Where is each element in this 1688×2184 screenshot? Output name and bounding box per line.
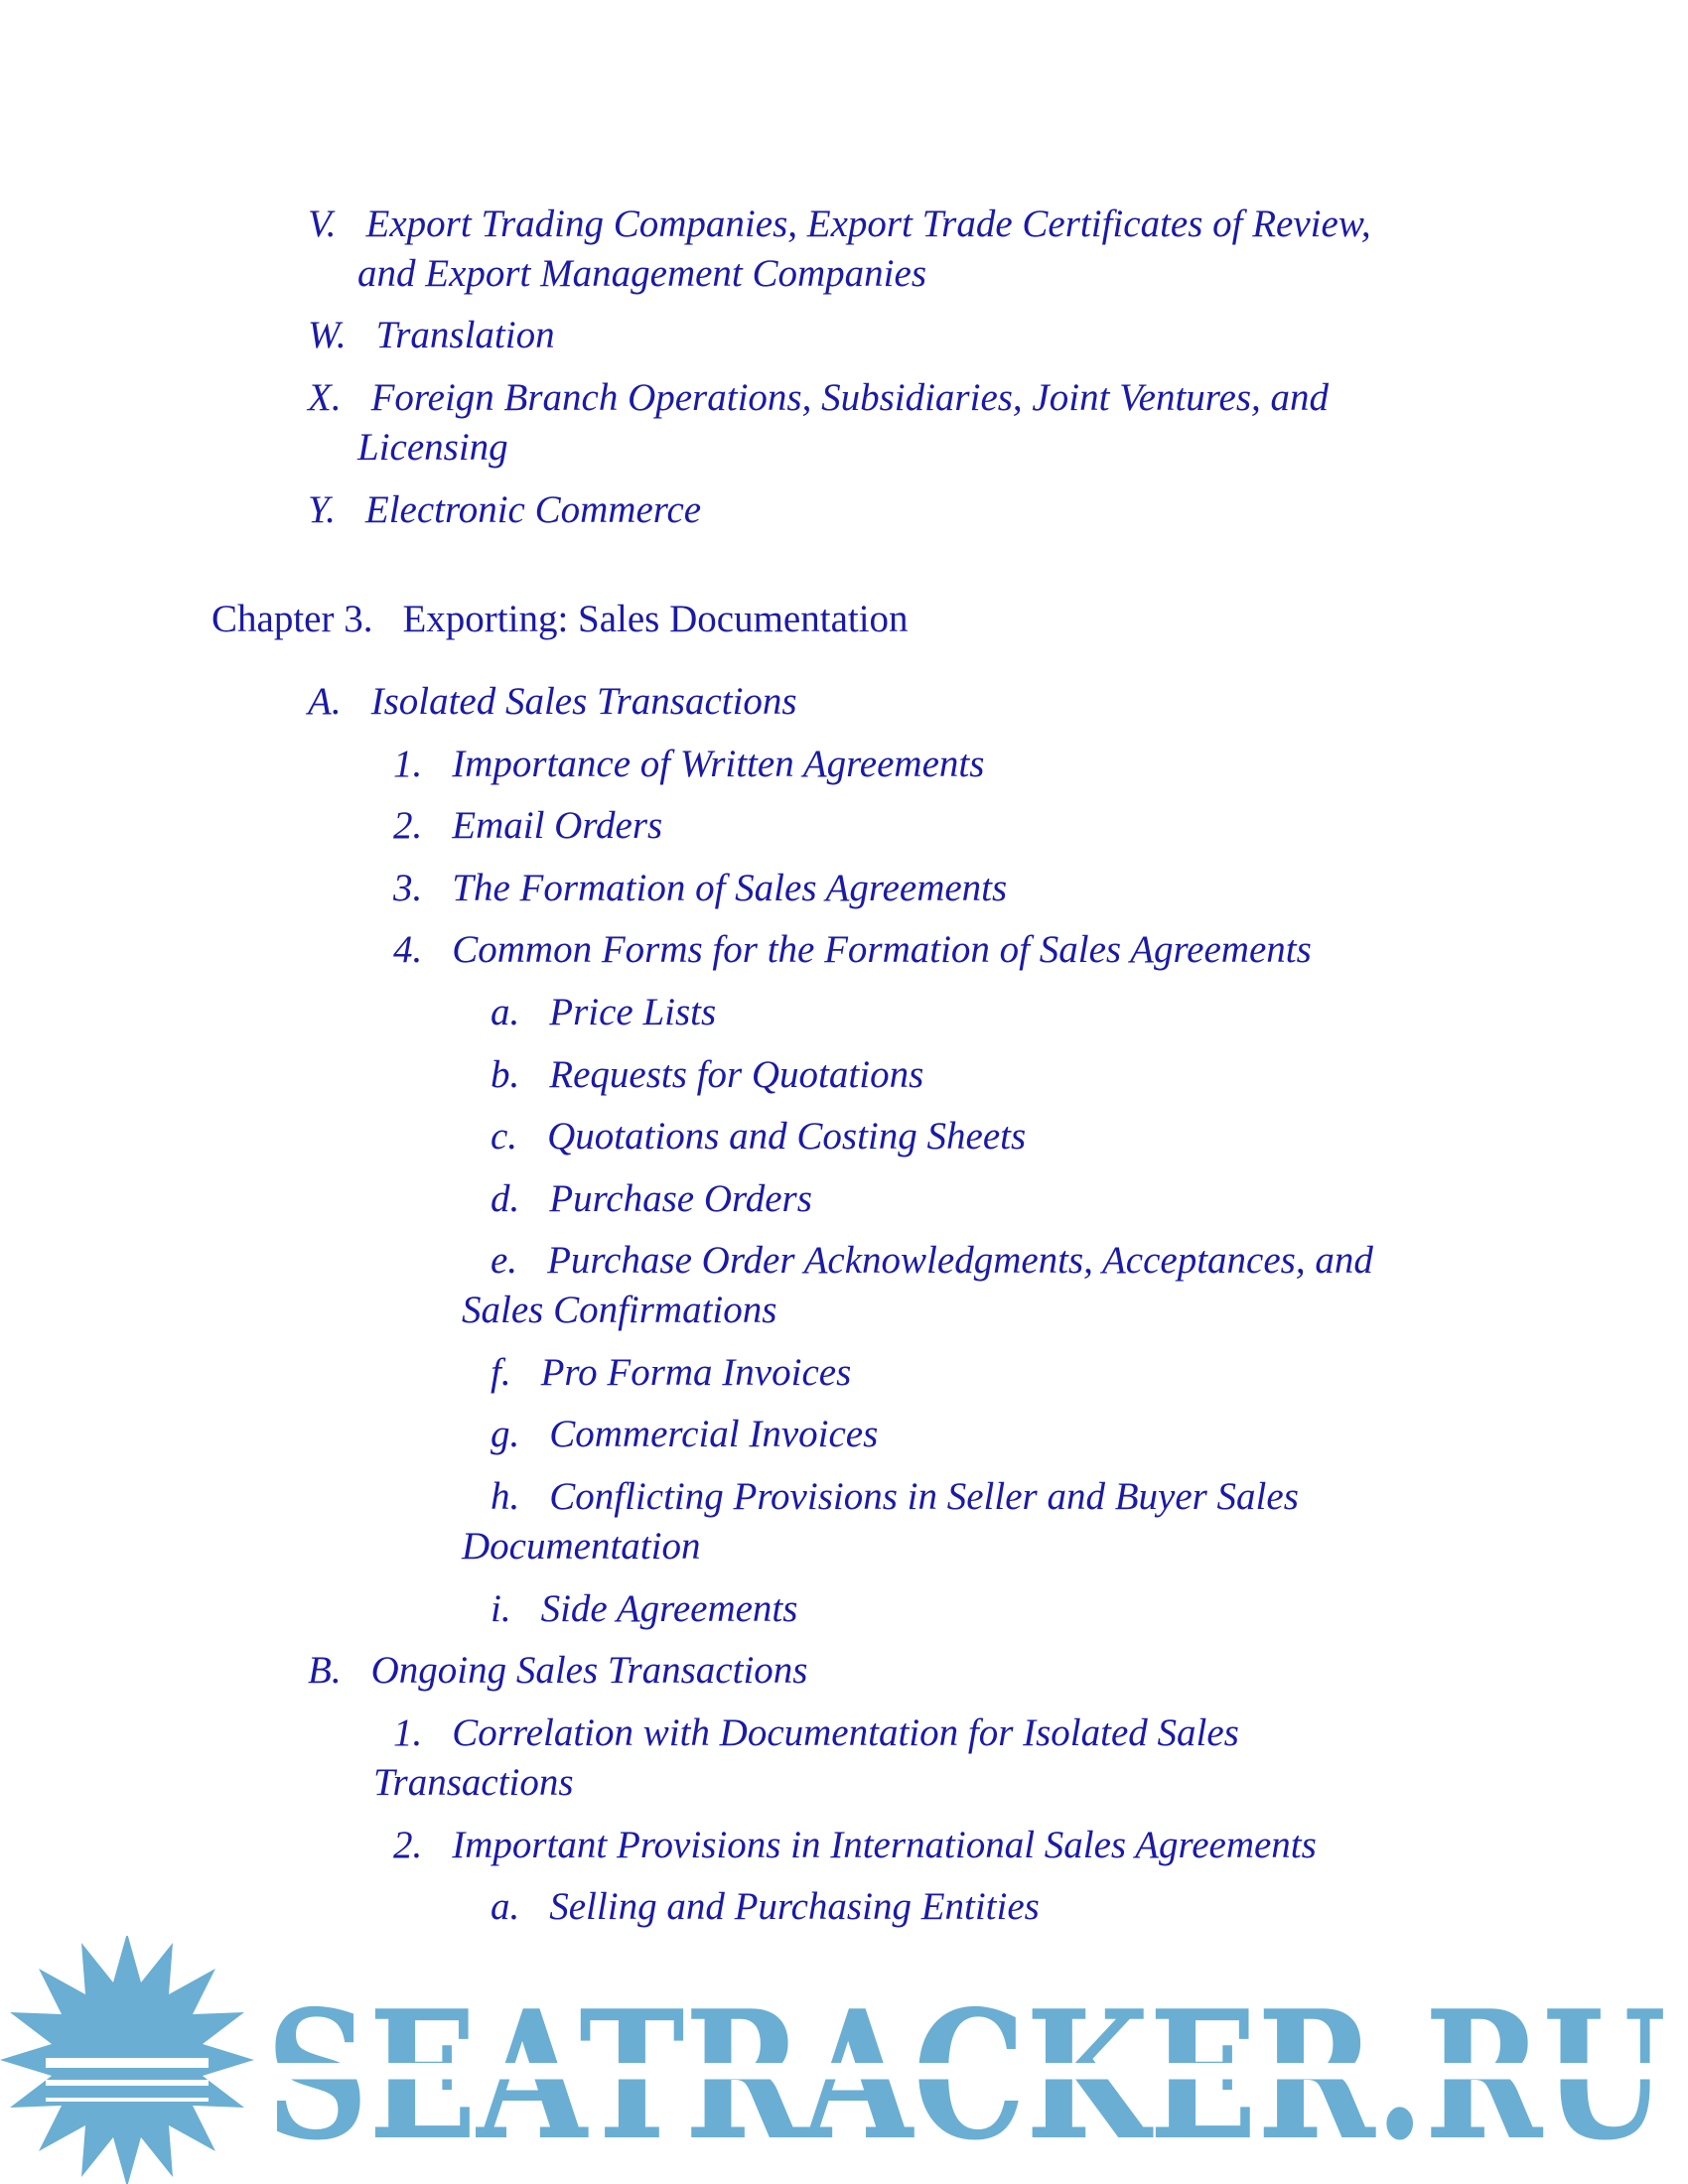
toc-title: Correlation with Documentation for Isolated Sales	[452, 1711, 1239, 1754]
toc-label: B.	[308, 1649, 342, 1692]
watermark	[0, 1936, 1688, 2184]
toc-subitem-e[interactable]	[491, 1236, 1373, 1286]
toc-label: d.	[491, 1177, 520, 1220]
toc-item-y[interactable]	[308, 485, 701, 535]
toc-label: X.	[308, 376, 342, 419]
toc-item-a3[interactable]	[393, 864, 1007, 913]
toc-title: Translation	[375, 314, 555, 356]
toc-title: Common Forms for the Formation of Sales Agreements	[452, 928, 1312, 971]
toc-title-cont: Transactions	[373, 1761, 574, 1804]
toc-section-a[interactable]	[308, 677, 797, 727]
toc-item-v[interactable]	[308, 200, 1371, 249]
toc-item-b1[interactable]	[393, 1708, 1239, 1758]
toc-title: Commercial Invoices	[549, 1413, 879, 1455]
toc-label: V.	[308, 203, 337, 245]
toc-label: 3.	[393, 867, 423, 909]
toc-title: Requests for Quotations	[549, 1053, 924, 1096]
toc-title: Foreign Branch Operations, Subsidiaries, Joint Ventures, and	[370, 376, 1330, 419]
toc-title: Side Agreements	[540, 1587, 798, 1630]
watermark-text: SEATRACKER.RU	[266, 1972, 1666, 2179]
toc-label: 1.	[393, 1711, 423, 1754]
toc-title-cont: Documentation	[462, 1525, 701, 1568]
toc-label: Y.	[308, 488, 336, 531]
toc-title: Conflicting Provisions in Seller and Buyer Sales	[549, 1475, 1299, 1518]
toc-item-b2[interactable]	[393, 1821, 1317, 1870]
toc-title: Isolated Sales Transactions	[370, 680, 797, 723]
toc-title: Quotations and Costing Sheets	[547, 1115, 1027, 1158]
toc-title: Export Trading Companies, Export Trade Certificates of Review,	[365, 203, 1371, 245]
toc-item-a4[interactable]	[393, 925, 1312, 975]
toc-title: Purchase Order Acknowledgments, Acceptances, and	[547, 1239, 1373, 1282]
toc-title-cont: Sales Confirmations	[462, 1289, 777, 1331]
toc-subitem-h[interactable]	[491, 1472, 1299, 1522]
chapter-label: Chapter 3.	[211, 598, 373, 640]
toc-subitem-a[interactable]	[491, 988, 716, 1037]
toc-title: Important Provisions in International Sales Agreements	[452, 1824, 1317, 1866]
toc-subitem-b[interactable]	[491, 1050, 923, 1100]
toc-label: a.	[491, 1885, 520, 1928]
toc-item-x[interactable]	[308, 373, 1329, 423]
toc-label: a.	[491, 991, 520, 1033]
toc-subitem-f[interactable]	[491, 1348, 851, 1398]
toc-label: h.	[491, 1475, 520, 1518]
toc-label: g.	[491, 1413, 520, 1455]
toc-subitem-d[interactable]	[491, 1174, 812, 1224]
toc-label: 2.	[393, 804, 423, 847]
toc-subitem-h-cont[interactable]	[462, 1522, 700, 1571]
toc-label: 1.	[393, 743, 423, 785]
toc-title: Importance of Written Agreements	[452, 743, 985, 785]
toc-title: Email Orders	[452, 804, 663, 847]
toc-subitem-i[interactable]	[491, 1584, 797, 1634]
toc-label: i.	[491, 1587, 511, 1630]
toc-title: Selling and Purchasing Entities	[549, 1885, 1040, 1928]
toc-item-a2[interactable]	[393, 801, 662, 851]
toc-subitem-e-cont[interactable]	[462, 1286, 776, 1335]
toc-title: Purchase Orders	[549, 1177, 812, 1220]
toc-item-w[interactable]	[308, 311, 555, 360]
toc-item-x-cont[interactable]	[357, 423, 508, 473]
toc-section-b[interactable]	[308, 1646, 807, 1696]
toc-subitem-b2a[interactable]	[491, 1882, 1040, 1932]
toc-label: A.	[308, 680, 342, 723]
toc-item-b1-cont[interactable]	[373, 1758, 574, 1808]
toc-label: e.	[491, 1239, 518, 1282]
toc-title: Pro Forma Invoices	[540, 1351, 852, 1394]
toc-item-a1[interactable]	[393, 740, 984, 789]
toc-title: Electronic Commerce	[364, 488, 702, 531]
toc-title: Ongoing Sales Transactions	[370, 1649, 808, 1692]
toc-label: W.	[308, 314, 347, 356]
toc-subitem-g[interactable]	[491, 1410, 878, 1459]
toc-label: 2.	[393, 1824, 423, 1866]
chapter-heading[interactable]	[211, 595, 909, 644]
toc-label: 4.	[393, 928, 423, 971]
toc-title: The Formation of Sales Agreements	[452, 867, 1008, 909]
toc-label: c.	[491, 1115, 518, 1158]
toc-subitem-c[interactable]	[491, 1112, 1026, 1161]
toc-label: f.	[491, 1351, 511, 1394]
chapter-title: Exporting: Sales Documentation	[402, 598, 909, 640]
toc-title: Price Lists	[549, 991, 717, 1033]
sun-icon	[0, 1936, 254, 2184]
toc-item-v-cont[interactable]	[357, 249, 926, 299]
toc-title-cont: and Export Management Companies	[357, 252, 927, 295]
toc-title-cont: Licensing	[357, 426, 508, 469]
toc-label: b.	[491, 1053, 520, 1096]
